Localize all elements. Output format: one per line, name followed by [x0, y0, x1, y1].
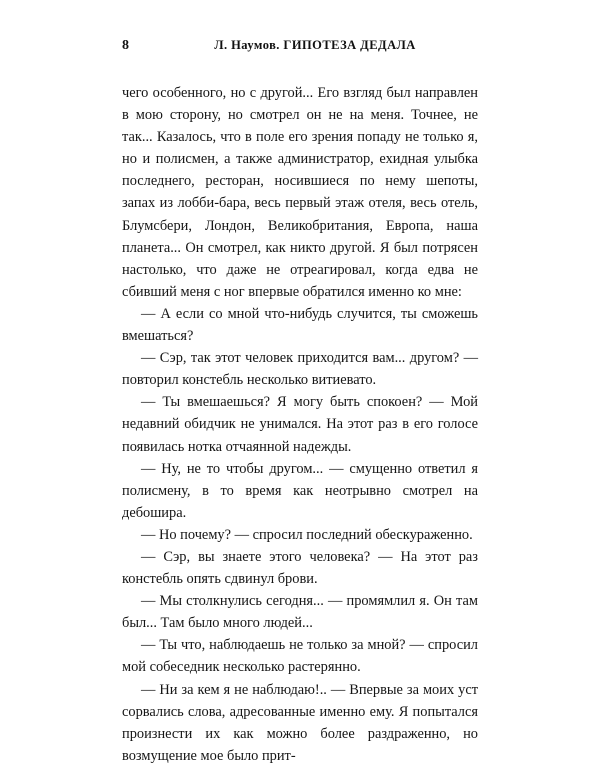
- paragraph: — Мы столкнулись сегодня... — промямлил я. Он там был... Там было много людей...: [122, 593, 478, 632]
- body-text: [122, 82, 478, 767]
- paragraph: — Сэр, так этот человек приходится вам... другом? — повторил констебль несколько витиевато.: [122, 350, 478, 389]
- page-number: 8: [122, 38, 130, 53]
- paragraph: — Но почему? — спросил последний обескураженно.: [141, 526, 473, 543]
- paragraph: — Ни за кем я не наблюдаю!.. — Впервые за моих уст сорвались слова, адресованные именно ему. Я попытался произнести их как можно более раздраженно, но возмущение мое было прит-: [122, 681, 478, 764]
- running-title: Л. Наумов. ГИПОТЕЗА ДЕДАЛА: [214, 38, 416, 52]
- paragraph: — А если со мной что-нибудь случится, ты сможешь вмешаться?: [122, 305, 478, 345]
- paragraph: — Ты что, наблюдаешь не только за мной? — спросил мой собеседник несколько растерянно.: [122, 637, 478, 676]
- paragraph: чего особенного, но с другой... Его взгляд был направлен в мою сторону, но смотрел он не на меня. Точнее, не так... Казалось, что в поле его зрения попаду не только я, но и полисмен, а также администратор, ехидная улыбка последнего, ресторан, носившиеся по нему шепоты, запах из лобби-бара, весь первый этаж отеля, весь отель, Блумсбери, Лондон, Великобритания, Европа, наша планета... Он смотрел, как никто другой. Я был потрясен настолько, что даже не отреагировал, когда едва не сбивший меня с ног впервые обратился именно ко мне:: [122, 85, 478, 300]
- running-head: [122, 38, 478, 56]
- paragraph: — Ты вмешаешься? Я могу быть спокоен? — Мой недавний обидчик не унимался. На этот раз в его голосе появилась нотка отчаянной надежды.: [122, 394, 478, 455]
- paragraph: — Сэр, вы знаете этого человека? — На этот раз констебль опять сдвинул брови.: [122, 548, 478, 588]
- paragraph: — Ну, не то чтобы другом... — смущенно ответил я полисмену, в то время как неотрывно смотрел на дебошира.: [122, 460, 478, 521]
